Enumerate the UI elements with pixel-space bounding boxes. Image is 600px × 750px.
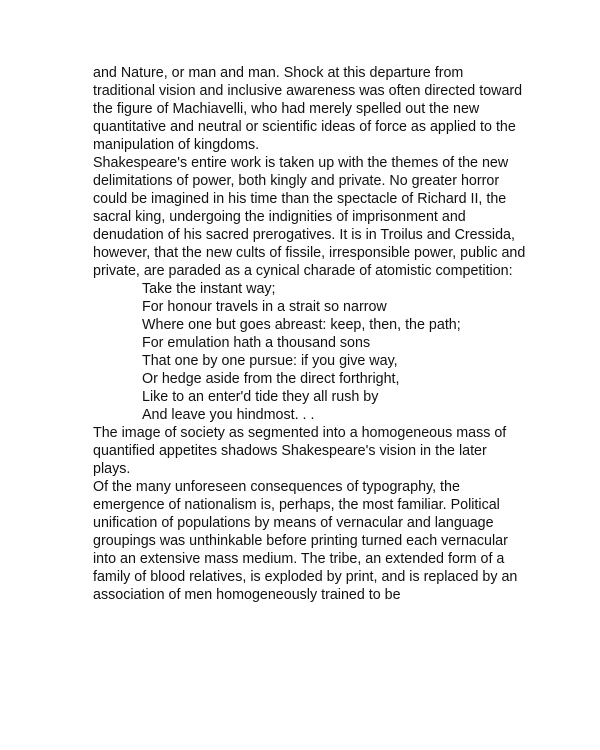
text-line: quantitative and neutral or scientific ideas of force as applied to the	[93, 119, 516, 135]
verse-line: And leave you hindmost. . .	[142, 407, 315, 423]
paragraph-society-image	[93, 424, 563, 478]
text-line: Of the many unforeseen consequences of typography, the	[93, 479, 460, 495]
paragraph-nationalism	[93, 478, 563, 604]
text-line: emergence of nationalism is, perhaps, the most familiar. Political	[93, 497, 500, 513]
verse-line: Where one but goes abreast: keep, then, the path;	[142, 317, 461, 333]
verse-line: Like to an enter'd tide they all rush by	[142, 389, 379, 405]
text-line: could be imagined in his time than the spectacle of Richard II, the	[93, 191, 507, 207]
text-line: The image of society as segmented into a homogeneous mass of	[93, 425, 507, 441]
text-line: family of blood relatives, is exploded by print, and is replaced by an	[93, 569, 518, 585]
text-line: quantified appetites shadows Shakespeare's vision in the later	[93, 443, 487, 459]
paragraph-shakespeare	[93, 154, 563, 280]
text-line: into an extensive mass medium. The tribe, an extended form of a	[93, 551, 505, 567]
text-line: however, that the new cults of fissile, irresponsible power, public and	[93, 245, 526, 261]
text-line: delimitations of power, both kingly and private. No greater horror	[93, 173, 500, 189]
verse-line: That one by one pursue: if you give way,	[142, 353, 398, 369]
text-line: private, are paraded as a cynical charade of atomistic competition:	[93, 263, 513, 279]
verse-line: For emulation hath a thousand sons	[142, 335, 371, 351]
text-line: manipulation of kingdoms.	[93, 137, 260, 153]
document-page	[93, 64, 563, 604]
paragraph-machiavelli	[93, 64, 563, 154]
text-line: the figure of Machiavelli, who had merely spelled out the new	[93, 101, 480, 117]
verse-line: Or hedge aside from the direct forthright,	[142, 371, 400, 387]
text-line: denudation of his sacred prerogatives. It is in Troilus and Cressida,	[93, 227, 515, 243]
verse-line: For honour travels in a strait so narrow	[142, 299, 387, 315]
text-line: Shakespeare's entire work is taken up with the themes of the new	[93, 155, 509, 171]
text-line: association of men homogeneously trained to be	[93, 587, 401, 603]
text-line: unification of populations by means of vernacular and language	[93, 515, 494, 531]
text-line: groupings was unthinkable before printing turned each vernacular	[93, 533, 508, 549]
verse-quotation	[93, 280, 563, 424]
verse-line: Take the instant way;	[142, 281, 276, 297]
text-line: traditional vision and inclusive awareness was often directed toward	[93, 83, 523, 99]
text-line: plays.	[93, 461, 131, 477]
text-line: sacral king, undergoing the indignities of imprisonment and	[93, 209, 466, 225]
text-line: and Nature, or man and man. Shock at this departure from	[93, 65, 464, 81]
